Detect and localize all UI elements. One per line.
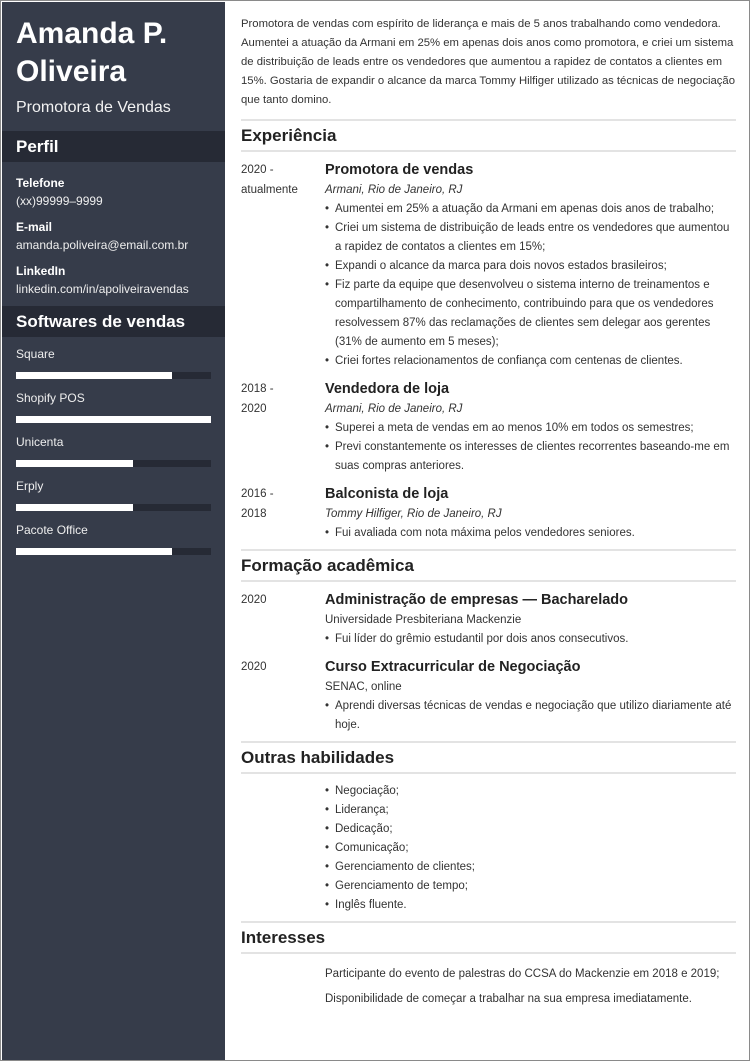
interests-section <box>241 962 736 1012</box>
skill-bar-fill <box>16 460 133 467</box>
summary: Promotora de vendas com espírito de liderança e mais de 5 anos trabalhando como vendedora. Aumentei a atuação da Armani em 25% em apenas dois anos como promotora, e criei um sistema de distribuição de leads entre os vendedores que aumentou a rapidez de contatos a clientes em 15%. Gostaria de expandir o alcance da marca Tommy Hilfiger utilizado as técnicas de negociação que tanto domino. <box>241 15 736 121</box>
software-item <box>16 345 211 379</box>
entry-dates <box>241 379 325 476</box>
software-name: Square <box>16 347 55 361</box>
company: Armani, Rio de Janeiro, RJ <box>325 403 463 415</box>
name-line-2: Oliveira <box>16 55 127 88</box>
entry-dates <box>241 484 325 543</box>
bullet-list <box>325 524 736 543</box>
degree-title: Administração de empresas — Bacharelado <box>325 592 629 608</box>
bullet-item: • Criei um sistema de distribuição de leads entre os vendedores que aumentou a rapidez de contatos a clientes em 15%; <box>325 219 736 257</box>
profile-heading: Perfil <box>2 131 225 162</box>
skill-bar-fill <box>16 416 211 423</box>
entry-dates <box>241 160 325 371</box>
skills-section <box>241 782 736 923</box>
software-name: Pacote Office <box>16 523 88 537</box>
experience-heading: Experiência <box>241 121 736 152</box>
job-title: Promotora de vendas <box>325 162 474 178</box>
date-start: 2016 - <box>241 488 274 500</box>
candidate-name <box>2 2 225 91</box>
bullet-item: • Fui líder do grêmio estudantil por dois anos consecutivos. <box>325 630 736 649</box>
company: Armani, Rio de Janeiro, RJ <box>325 184 463 196</box>
date-start: 2018 - <box>241 383 274 395</box>
job-title: Balconista de loja <box>325 486 449 502</box>
skill-bar <box>16 460 211 467</box>
interest-item: Participante do evento de palestras do CCSA do Mackenzie em 2018 e 2019; <box>325 968 720 980</box>
date-start: 2020 - <box>241 164 274 176</box>
software-item <box>16 389 211 423</box>
skill-bar-fill <box>16 372 172 379</box>
skills-list <box>241 782 736 915</box>
skills-heading: Outras habilidades <box>241 743 736 774</box>
bullet-list <box>325 419 736 476</box>
date-end: 2020 <box>241 403 267 415</box>
email-label: E-mail <box>16 220 53 234</box>
education-entry <box>241 590 736 649</box>
job-title: Vendedora de loja <box>325 381 450 397</box>
software-item <box>16 521 211 555</box>
institution: SENAC, online <box>325 681 402 693</box>
linkedin-label: LinkedIn <box>16 264 66 278</box>
degree-title: Curso Extracurricular de Negociação <box>325 659 581 675</box>
bullet-item: • Superei a meta de vendas em ao menos 10% em todos os semestres; <box>325 419 736 438</box>
institution: Universidade Presbiteriana Mackenzie <box>325 614 522 626</box>
company: Tommy Hilfiger, Rio de Janeiro, RJ <box>325 508 502 520</box>
education-heading: Formação acadêmica <box>241 551 736 582</box>
phone-value: (xx)99999–9999 <box>16 194 103 208</box>
bullet-item: • Fui avaliada com nota máxima pelos vendedores seniores. <box>325 524 736 543</box>
skill-item: • Comunicação; <box>325 839 736 858</box>
entry-date: 2020 <box>241 661 267 673</box>
entry-date: 2020 <box>241 594 267 606</box>
bullet-item: • Criei fortes relacionamentos de confiança com centenas de clientes. <box>325 352 736 371</box>
skill-bar-fill <box>16 548 172 555</box>
interests-heading: Interesses <box>241 923 736 954</box>
education-entry <box>241 657 736 735</box>
bullet-item: • Expandi o alcance da marca para dois novos estados brasileiros; <box>325 257 736 276</box>
bullet-item: • Previ constantemente os interesses de clientes recorrentes baseando-me em suas compras anteriores. <box>325 438 736 476</box>
skill-item: • Gerenciamento de tempo; <box>325 877 736 896</box>
skill-bar <box>16 548 211 555</box>
education-section <box>241 590 736 743</box>
interest-item: Disponibilidade de começar a trabalhar na sua empresa imediatamente. <box>325 993 692 1005</box>
skill-bar <box>16 504 211 511</box>
date-end: 2018 <box>241 508 267 520</box>
software-name: Erply <box>16 479 44 493</box>
skill-item: • Negociação; <box>325 782 736 801</box>
skill-bar <box>16 372 211 379</box>
linkedin-value[interactable]: linkedin.com/in/apoliveiravendas <box>16 282 189 296</box>
candidate-role: Promotora de Vendas <box>16 99 171 116</box>
bullet-list <box>325 630 736 649</box>
software-list <box>2 337 225 555</box>
software-heading: Softwares de vendas <box>2 306 225 337</box>
skill-item: • Dedicação; <box>325 820 736 839</box>
sidebar <box>2 2 225 1060</box>
phone-label: Telefone <box>16 176 65 190</box>
skill-item: • Inglês fluente. <box>325 896 736 915</box>
bullet-list <box>325 697 736 735</box>
name-line-1: Amanda P. <box>16 17 168 50</box>
skill-item: • Gerenciamento de clientes; <box>325 858 736 877</box>
software-item <box>16 477 211 511</box>
email-value[interactable]: amanda.poliveira@email.com.br <box>16 238 189 252</box>
software-name: Shopify POS <box>16 391 85 405</box>
contact-list <box>2 162 225 298</box>
software-item <box>16 433 211 467</box>
experience-entry <box>241 379 736 476</box>
skill-item: • Liderança; <box>325 801 736 820</box>
skill-bar-fill <box>16 504 133 511</box>
bullet-list <box>325 200 736 371</box>
experience-entry <box>241 160 736 371</box>
bullet-item: • Fiz parte da equipe que desenvolveu o sistema interno de treinamentos e compartilhamento de conhecimento, contribuindo para que os vendedores resolvessem 87% das reclamações de clientes sem delegar aos gerentes (31% de aumento em 5 meses); <box>325 276 736 352</box>
date-end: atualmente <box>241 184 298 196</box>
skill-bar <box>16 416 211 423</box>
software-name: Unicenta <box>16 435 64 449</box>
experience-entry <box>241 484 736 543</box>
bullet-item: • Aumentei em 25% a atuação da Armani em apenas dois anos de trabalho; <box>325 200 736 219</box>
experience-section <box>241 160 736 551</box>
bullet-item: • Aprendi diversas técnicas de vendas e negociação que utilizo diariamente até hoje. <box>325 697 736 735</box>
main-content <box>241 15 736 1012</box>
